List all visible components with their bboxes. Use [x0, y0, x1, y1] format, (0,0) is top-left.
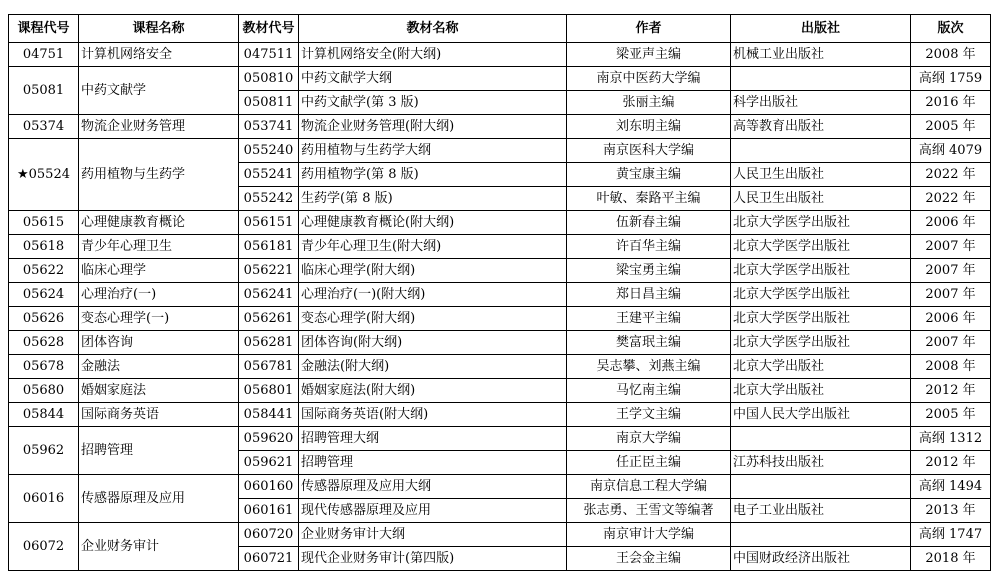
table-row: [9, 235, 991, 259]
table-row: [9, 355, 991, 379]
publisher-cell: 电子工业出版社: [731, 499, 911, 523]
course-code-cell: 05374: [9, 115, 79, 139]
publisher-cell: [731, 427, 911, 451]
book-code-cell: 056241: [239, 283, 299, 307]
book-code-cell: 055240: [239, 139, 299, 163]
course-code-cell: 05615: [9, 211, 79, 235]
book-name-cell: 企业财务审计大纲: [299, 523, 567, 547]
course-name-cell: 青少年心理卫生: [79, 235, 239, 259]
course-name-cell: 变态心理学(一): [79, 307, 239, 331]
course-name-cell: 临床心理学: [79, 259, 239, 283]
book-code-cell: 059620: [239, 427, 299, 451]
author-cell: 吴志攀、刘燕主编: [567, 355, 731, 379]
book-name-cell: 中药文献学(第 3 版): [299, 91, 567, 115]
table-row: [9, 115, 991, 139]
book-name-cell: 药用植物与生药学大纲: [299, 139, 567, 163]
author-cell: 南京审计大学编: [567, 523, 731, 547]
book-name-cell: 传感器原理及应用大纲: [299, 475, 567, 499]
author-cell: 张丽主编: [567, 91, 731, 115]
book-name-cell: 招聘管理大纲: [299, 427, 567, 451]
author-cell: 南京大学编: [567, 427, 731, 451]
course-name-cell: 物流企业财务管理: [79, 115, 239, 139]
publisher-cell: 科学出版社: [731, 91, 911, 115]
course-code-cell: 04751: [9, 43, 79, 67]
table-row: [9, 523, 991, 547]
edition-cell: 高纲 4079: [911, 139, 991, 163]
table-row: [9, 307, 991, 331]
publisher-cell: 北京大学医学出版社: [731, 307, 911, 331]
book-code-cell: 060721: [239, 547, 299, 571]
course-code-cell: 05618: [9, 235, 79, 259]
book-code-cell: 047511: [239, 43, 299, 67]
edition-cell: 2022 年: [911, 163, 991, 187]
book-code-cell: 060161: [239, 499, 299, 523]
book-name-cell: 青少年心理卫生(附大纲): [299, 235, 567, 259]
course-name-cell: 心理治疗(一): [79, 283, 239, 307]
publisher-cell: 中国人民大学出版社: [731, 403, 911, 427]
course-code-cell: 05081: [9, 67, 79, 115]
author-cell: 梁亚声主编: [567, 43, 731, 67]
publisher-cell: [731, 475, 911, 499]
book-name-cell: 招聘管理: [299, 451, 567, 475]
edition-cell: 高纲 1312: [911, 427, 991, 451]
header-edition: 版次: [911, 15, 991, 43]
book-code-cell: 056221: [239, 259, 299, 283]
book-name-cell: 药用植物学(第 8 版): [299, 163, 567, 187]
author-cell: 叶敏、秦路平主编: [567, 187, 731, 211]
publisher-cell: 高等教育出版社: [731, 115, 911, 139]
course-name-cell: 计算机网络安全: [79, 43, 239, 67]
book-name-cell: 中药文献学大纲: [299, 67, 567, 91]
edition-cell: 2012 年: [911, 451, 991, 475]
author-cell: 樊富珉主编: [567, 331, 731, 355]
table-row: [9, 211, 991, 235]
edition-cell: 2006 年: [911, 307, 991, 331]
header-course-name: 课程名称: [79, 15, 239, 43]
course-code-cell: 05622: [9, 259, 79, 283]
book-code-cell: 060160: [239, 475, 299, 499]
course-code-cell: 06072: [9, 523, 79, 571]
edition-cell: 2005 年: [911, 403, 991, 427]
publisher-cell: 北京大学医学出版社: [731, 259, 911, 283]
publisher-cell: [731, 67, 911, 91]
edition-cell: 2008 年: [911, 43, 991, 67]
publisher-cell: 江苏科技出版社: [731, 451, 911, 475]
table-row: [9, 475, 991, 499]
edition-cell: 2006 年: [911, 211, 991, 235]
course-name-cell: 中药文献学: [79, 67, 239, 115]
publisher-cell: 中国财政经济出版社: [731, 547, 911, 571]
course-code-cell: 05624: [9, 283, 79, 307]
book-code-cell: 059621: [239, 451, 299, 475]
header-course-code: 课程代号: [9, 15, 79, 43]
book-name-cell: 物流企业财务管理(附大纲): [299, 115, 567, 139]
publisher-cell: 北京大学出版社: [731, 379, 911, 403]
edition-cell: 高纲 1747: [911, 523, 991, 547]
textbook-table-container: [8, 14, 991, 571]
header-book-name: 教材名称: [299, 15, 567, 43]
edition-cell: 2012 年: [911, 379, 991, 403]
course-name-cell: 团体咨询: [79, 331, 239, 355]
course-code-cell: 05844: [9, 403, 79, 427]
book-code-cell: 056261: [239, 307, 299, 331]
course-code-cell: 05680: [9, 379, 79, 403]
publisher-cell: [731, 139, 911, 163]
author-cell: 刘东明主编: [567, 115, 731, 139]
book-code-cell: 056781: [239, 355, 299, 379]
author-cell: 王学文主编: [567, 403, 731, 427]
edition-cell: 2008 年: [911, 355, 991, 379]
header-book-code: 教材代号: [239, 15, 299, 43]
book-code-cell: 056801: [239, 379, 299, 403]
author-cell: 王建平主编: [567, 307, 731, 331]
publisher-cell: 人民卫生出版社: [731, 163, 911, 187]
book-name-cell: 生药学(第 8 版): [299, 187, 567, 211]
course-name-cell: 婚姻家庭法: [79, 379, 239, 403]
book-code-cell: 053741: [239, 115, 299, 139]
book-name-cell: 现代企业财务审计(第四版): [299, 547, 567, 571]
author-cell: 梁宝勇主编: [567, 259, 731, 283]
book-code-cell: 050811: [239, 91, 299, 115]
table-row: [9, 259, 991, 283]
course-code-cell: 06016: [9, 475, 79, 523]
edition-cell: 高纲 1494: [911, 475, 991, 499]
author-cell: 伍新春主编: [567, 211, 731, 235]
course-code-cell: 05962: [9, 427, 79, 475]
header-author: 作者: [567, 15, 731, 43]
author-cell: 黄宝康主编: [567, 163, 731, 187]
book-code-cell: 056151: [239, 211, 299, 235]
table-row: [9, 43, 991, 67]
book-code-cell: 060720: [239, 523, 299, 547]
publisher-cell: 人民卫生出版社: [731, 187, 911, 211]
course-name-cell: 国际商务英语: [79, 403, 239, 427]
edition-cell: 2022 年: [911, 187, 991, 211]
author-cell: 南京医科大学编: [567, 139, 731, 163]
publisher-cell: 北京大学医学出版社: [731, 283, 911, 307]
author-cell: 王会金主编: [567, 547, 731, 571]
edition-cell: 高纲 1759: [911, 67, 991, 91]
edition-cell: 2016 年: [911, 91, 991, 115]
course-code-cell: 05628: [9, 331, 79, 355]
book-name-cell: 婚姻家庭法(附大纲): [299, 379, 567, 403]
textbook-table: [8, 14, 991, 571]
table-row: [9, 67, 991, 91]
book-code-cell: 056281: [239, 331, 299, 355]
edition-cell: 2007 年: [911, 283, 991, 307]
edition-cell: 2018 年: [911, 547, 991, 571]
course-code-cell: 05626: [9, 307, 79, 331]
edition-cell: 2007 年: [911, 259, 991, 283]
author-cell: 许百华主编: [567, 235, 731, 259]
edition-cell: 2007 年: [911, 235, 991, 259]
edition-cell: 2007 年: [911, 331, 991, 355]
course-code-cell: 05678: [9, 355, 79, 379]
course-name-cell: 药用植物与生药学: [79, 139, 239, 211]
course-name-cell: 企业财务审计: [79, 523, 239, 571]
edition-cell: 2013 年: [911, 499, 991, 523]
publisher-cell: 北京大学医学出版社: [731, 211, 911, 235]
table-row: [9, 427, 991, 451]
book-name-cell: 计算机网络安全(附大纲): [299, 43, 567, 67]
author-cell: 马忆南主编: [567, 379, 731, 403]
author-cell: 南京信息工程大学编: [567, 475, 731, 499]
course-name-cell: 招聘管理: [79, 427, 239, 475]
publisher-cell: 北京大学医学出版社: [731, 235, 911, 259]
book-name-cell: 心理治疗(一)(附大纲): [299, 283, 567, 307]
book-name-cell: 心理健康教育概论(附大纲): [299, 211, 567, 235]
author-cell: 任正臣主编: [567, 451, 731, 475]
course-name-cell: 传感器原理及应用: [79, 475, 239, 523]
book-name-cell: 临床心理学(附大纲): [299, 259, 567, 283]
book-code-cell: 056181: [239, 235, 299, 259]
table-row: [9, 331, 991, 355]
table-row: [9, 139, 991, 163]
book-name-cell: 现代传感器原理及应用: [299, 499, 567, 523]
book-code-cell: 055241: [239, 163, 299, 187]
table-row: [9, 403, 991, 427]
header-publisher: 出版社: [731, 15, 911, 43]
author-cell: 张志勇、王雪文等编著: [567, 499, 731, 523]
table-row: [9, 283, 991, 307]
course-name-cell: 心理健康教育概论: [79, 211, 239, 235]
book-name-cell: 变态心理学(附大纲): [299, 307, 567, 331]
book-name-cell: 金融法(附大纲): [299, 355, 567, 379]
book-name-cell: 国际商务英语(附大纲): [299, 403, 567, 427]
publisher-cell: 北京大学出版社: [731, 355, 911, 379]
table-body: [9, 43, 991, 571]
publisher-cell: [731, 523, 911, 547]
book-code-cell: 055242: [239, 187, 299, 211]
table-row: [9, 379, 991, 403]
header-row: [9, 15, 991, 43]
author-cell: 南京中医药大学编: [567, 67, 731, 91]
course-name-cell: 金融法: [79, 355, 239, 379]
course-code-cell: ★05524: [9, 139, 79, 211]
edition-cell: 2005 年: [911, 115, 991, 139]
book-name-cell: 团体咨询(附大纲): [299, 331, 567, 355]
publisher-cell: 机械工业出版社: [731, 43, 911, 67]
publisher-cell: 北京大学医学出版社: [731, 331, 911, 355]
author-cell: 郑日昌主编: [567, 283, 731, 307]
book-code-cell: 050810: [239, 67, 299, 91]
book-code-cell: 058441: [239, 403, 299, 427]
